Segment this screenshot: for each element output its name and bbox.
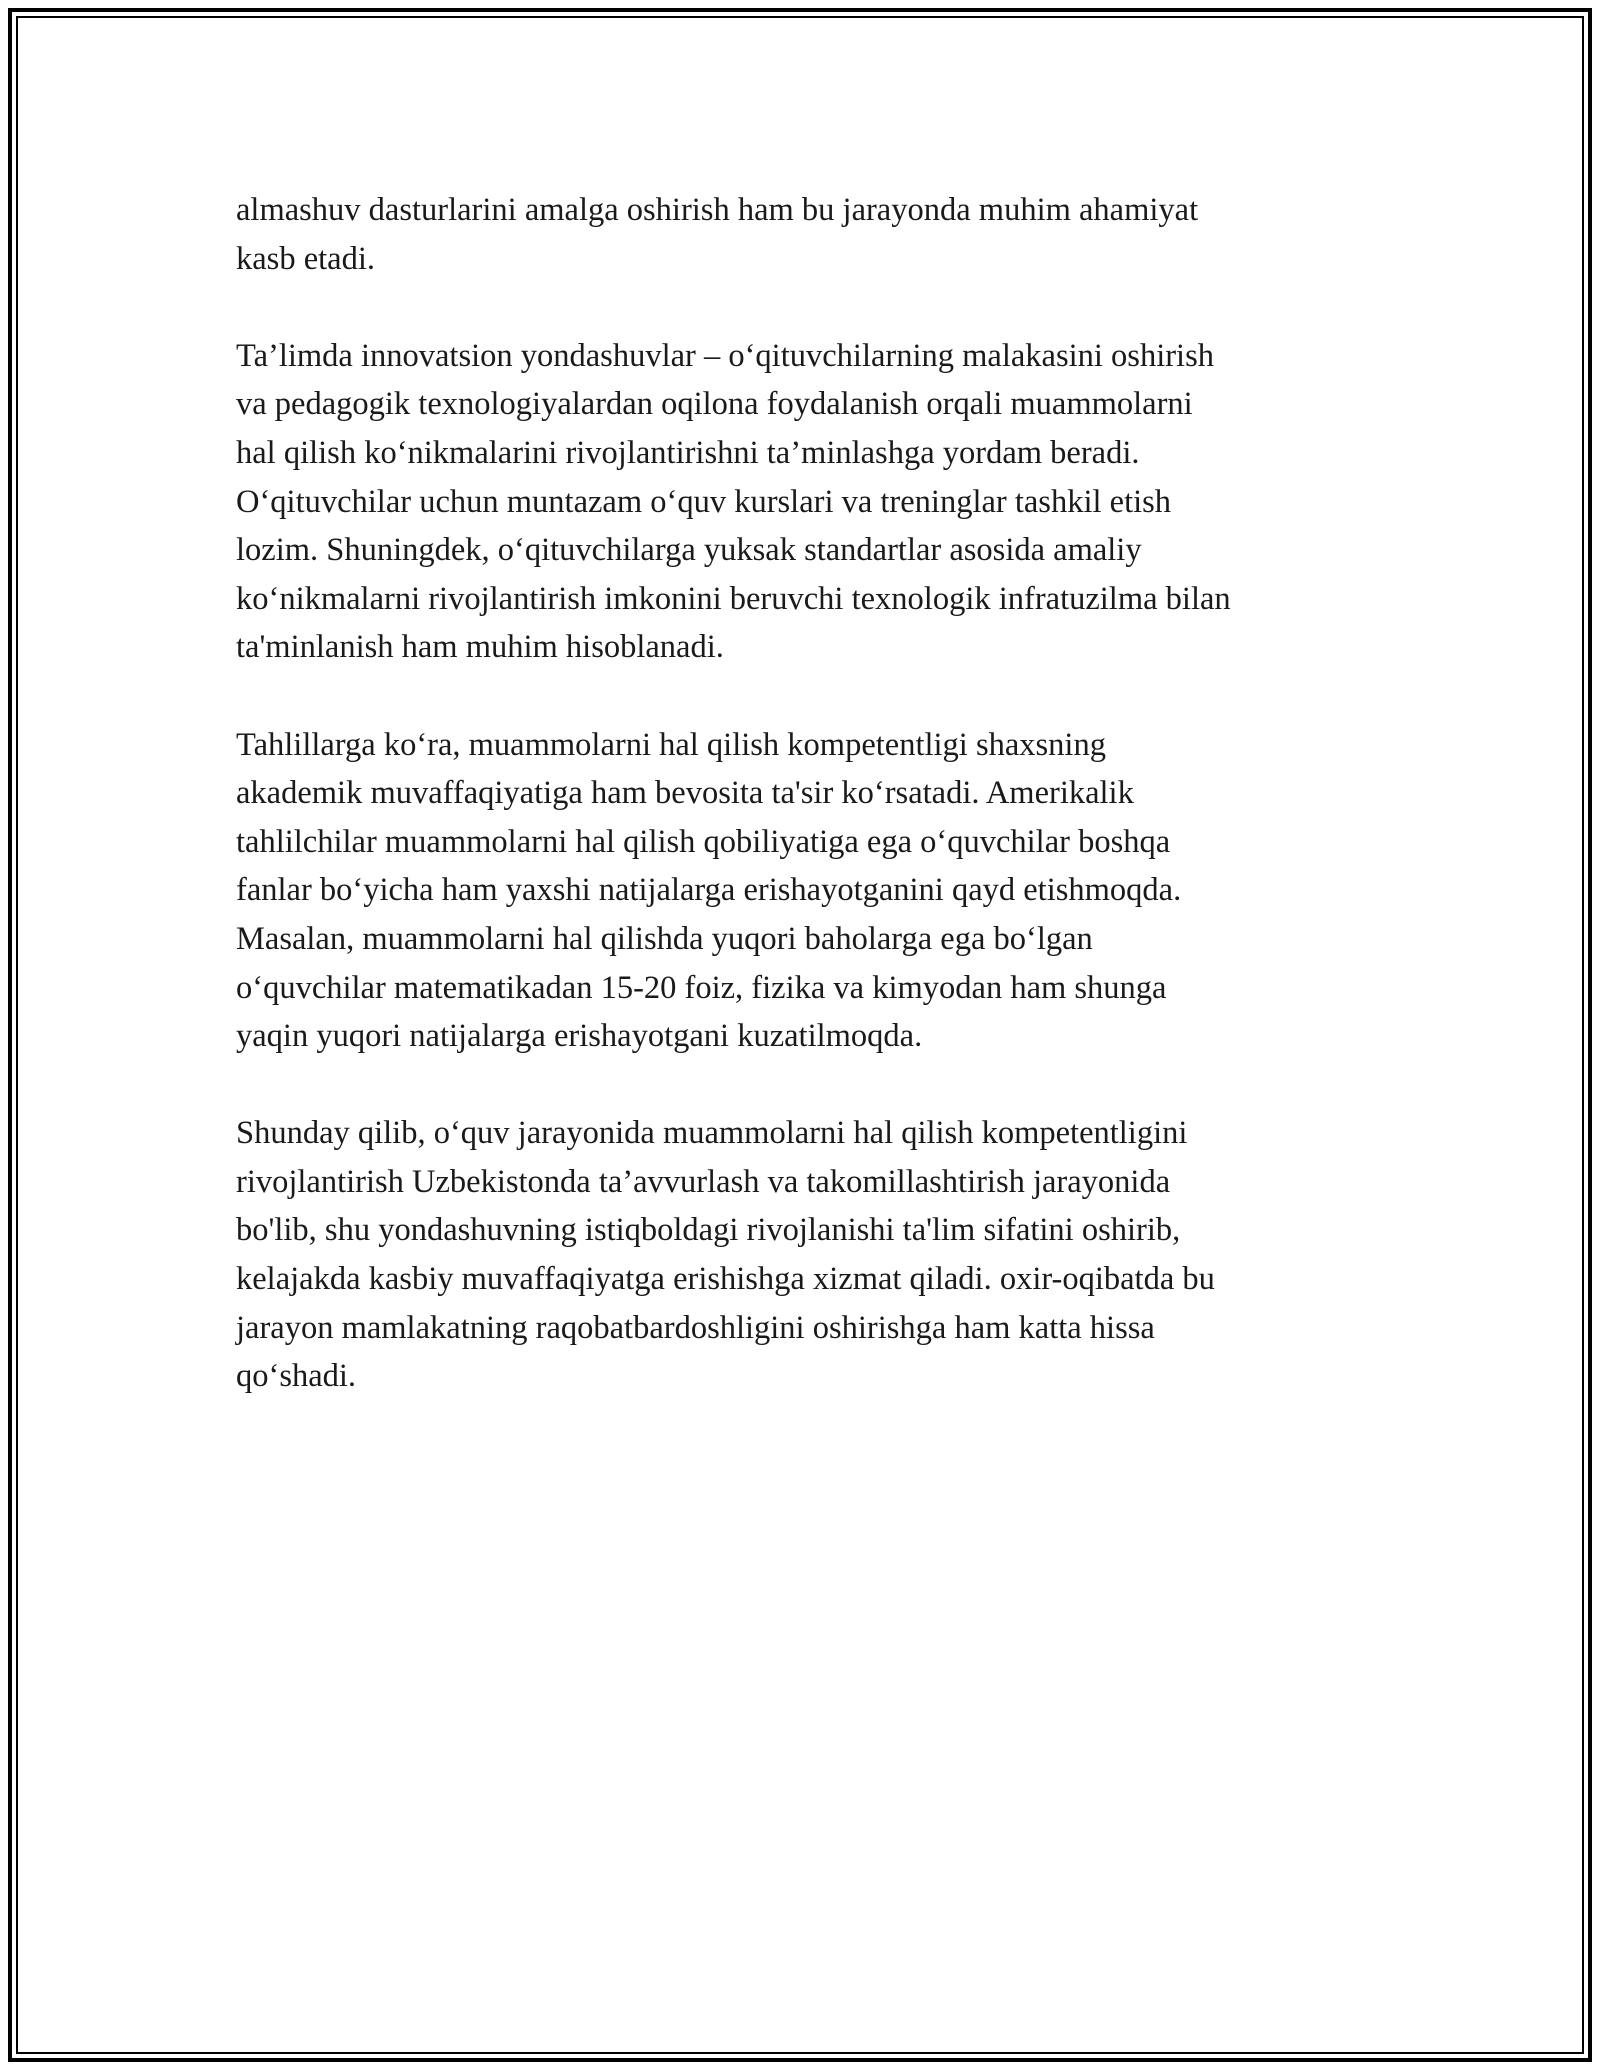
text-line: kasb etadi.: [236, 240, 375, 277]
text-line: bo'lib, shu yondashuvning istiqboldagi rivojlanishi ta'lim sifatini oshirib,: [236, 1212, 1181, 1249]
document-body: [236, 186, 1376, 1449]
text-line: almashuv dasturlarini amalga oshirish ham bu jarayonda muhim ahamiyat: [236, 192, 1199, 228]
text-line: yaqin yuqori natijalarga erishayotgani kuzatilmoqda.: [236, 1018, 923, 1055]
paragraph-3: [236, 721, 1376, 1061]
text-line: qo‘shadi.: [236, 1358, 357, 1395]
text-line: lozim. Shuningdek, o‘qituvchilarga yuksak standartlar asosida amaliy: [236, 532, 1142, 569]
text-line: kelajakda kasbiy muvaffaqiyatga erishishga xizmat qiladi. oxir-oqibatda bu: [236, 1261, 1215, 1298]
text-line: fanlar bo‘yicha ham yaxshi natijalarga erishayotganini qayd etishmoqda.: [236, 872, 1182, 909]
text-line: ta'minlanish ham muhim hisoblanadi.: [236, 629, 724, 666]
text-line: tahlilchilar muammolarni hal qilish qobiliyatiga ega o‘quvchilar boshqa: [236, 823, 1171, 860]
text-line: akademik muvaffaqiyatiga ham bevosita ta'sir ko‘rsatadi. Amerikalik: [236, 775, 1134, 812]
text-line: Masalan, muammolarni hal qilishda yuqori baholarga ega bo‘lgan: [236, 920, 1093, 957]
text-line: rivojlantirish Uzbekistonda ta’avvurlash va takomillashtirish jarayonida: [236, 1163, 1171, 1200]
text-line: va pedagogik texnologiyalardan oqilona foydalanish orqali muammolarni: [236, 386, 1193, 423]
text-line: ko‘nikmalarni rivojlantirish imkonini beruvchi texnologik infratuzilma bilan: [236, 580, 1231, 617]
text-line: Shunday qilib, o‘quv jarayonida muammolarni hal qilish kompetentligini: [236, 1115, 1188, 1152]
paragraph-4: [236, 1109, 1376, 1401]
text-line: o‘quvchilar matematikadan 15-20 foiz, fizika va kimyodan ham shunga: [236, 969, 1167, 1006]
text-line: Tahlillarga ko‘ra, muammolarni hal qilish kompetentligi shaxsning: [236, 726, 1106, 763]
paragraph-1: [236, 186, 1376, 283]
text-line: Ta’limda innovatsion yondashuvlar – o‘qituvchilarning malakasini oshirish: [236, 337, 1214, 374]
text-line: O‘qituvchilar uchun muntazam o‘quv kurslari va treninglar tashkil etish: [236, 483, 1172, 520]
paragraph-2: [236, 332, 1376, 672]
text-line: jarayon mamlakatning raqobatbardoshligini oshirishga ham katta hissa: [236, 1309, 1155, 1346]
text-line: hal qilish ko‘nikmalarini rivojlantirishni ta’minlashga yordam beradi.: [236, 434, 1140, 471]
